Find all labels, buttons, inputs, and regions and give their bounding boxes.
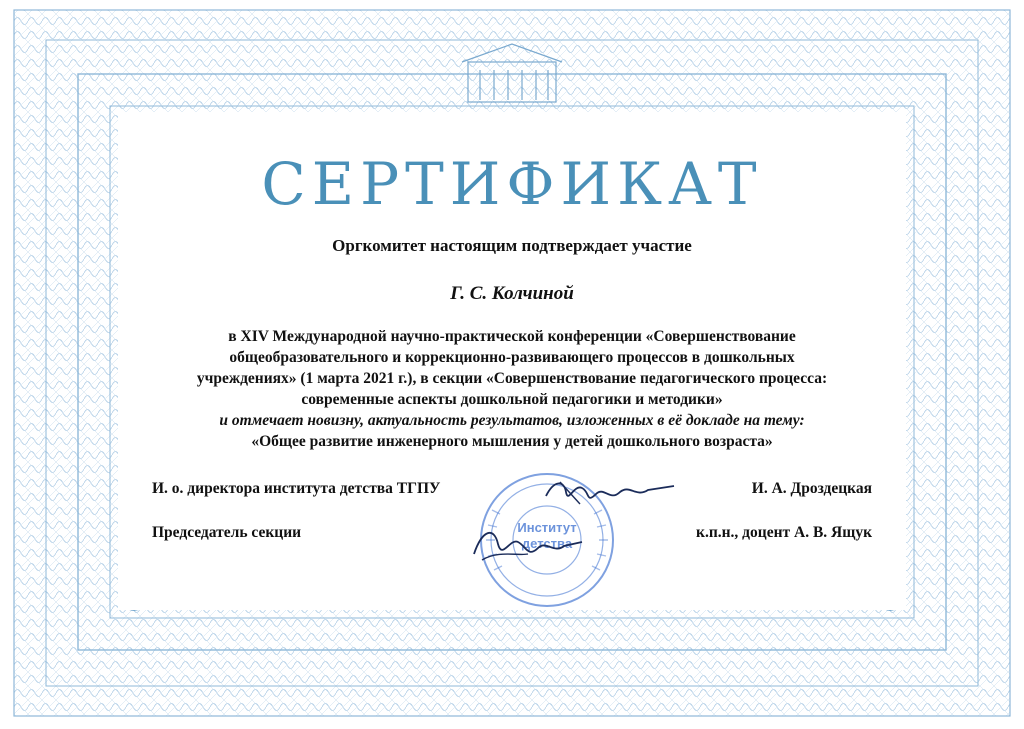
director-signature-row: [152, 480, 872, 498]
certificate-title: СЕРТИФИКАТ: [261, 150, 763, 218]
director-name: И. А. Дроздецкая: [751, 480, 872, 497]
director-title: И. о. директора института детства ТГПУ: [152, 480, 441, 497]
body-line: общеобразовательного и коррекционно-развивающего процессов в дошкольных: [229, 349, 795, 366]
body-line: учреждениях» (1 марта 2021 г.), в секции «Совершенствование педагогического процесса:: [196, 370, 828, 387]
stamp-text: Институт: [517, 520, 577, 535]
body-line: современные аспекты дошкольной педагогики и методики»: [301, 391, 723, 408]
chair-title: Председатель секции: [152, 524, 302, 541]
recipient-name: Г. С. Колчиной: [450, 283, 574, 304]
body-italic-line: и отмечает новизну, актуальность результатов, изложенных в её докладе на тему:: [219, 412, 805, 429]
body-line: в XIV Международной научно-практической конференции «Совершенствование: [228, 328, 796, 345]
chair-signature-row: [152, 524, 872, 542]
report-topic: «Общее развитие инженерного мышления у детей дошкольного возраста»: [251, 433, 773, 450]
lead-text: Оргкомитет настоящим подтверждает участие: [332, 236, 692, 255]
stamp-text: детства: [521, 536, 573, 551]
chair-name: к.п.н., доцент А. В. Ящук: [696, 524, 872, 541]
certificate-body: [150, 326, 874, 452]
